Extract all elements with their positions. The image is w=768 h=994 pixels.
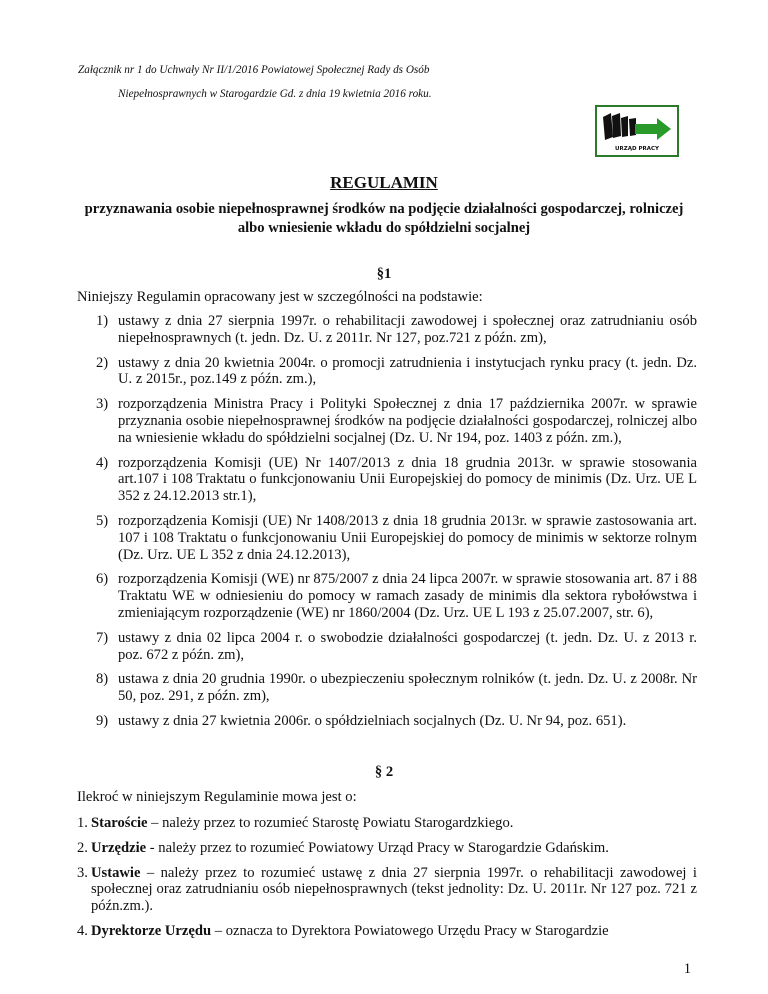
item-number: 3. <box>77 864 88 881</box>
item-number: 1) <box>96 313 109 329</box>
item-text: ustawa z dnia 20 grudnia 1990r. o ubezpieczeniu społecznym rolników (t. jedn. Dz. U. z 2008r. Nr 50, poz. 291, z późn. zm), <box>118 671 697 705</box>
item-number: 2) <box>96 354 109 371</box>
annex-note-line2: Niepełnosprawnych w Starogardzie Gd. z dnia 19 kwietnia 2016 roku. <box>118 88 432 100</box>
legal-basis-item <box>77 571 697 621</box>
definition-term: Staroście <box>91 815 148 831</box>
legal-basis-item <box>77 513 697 563</box>
item-number: 4) <box>96 454 109 471</box>
item-text: rozporządzenia Komisji (WE) nr 875/2007 z dnia 24 lipca 2007r. w sprawie stosowania art. 87 i 88 Traktatu WE w odniesieniu do pomocy w ramach zasady de minimis dla sektora rybołówstwa i zmieniającym rozporządzenie (WE) nr 1860/2004 (Dz. Urz. UE L 193 z 25.07.2007, str. 6), <box>118 571 697 621</box>
legal-basis-item <box>77 355 697 389</box>
definition-item <box>77 923 697 940</box>
definition-item <box>77 815 697 832</box>
section-2-intro: Ilekroć w niniejszym Regulaminie mowa jest o: <box>77 789 357 805</box>
item-number: 4. <box>77 922 88 939</box>
annex-note-line1: Załącznik nr 1 do Uchwały Nr II/1/2016 Powiatowej Społecznej Rady ds Osób <box>78 64 430 76</box>
definition-item <box>77 840 697 857</box>
item-text: rozporządzenia Komisji (UE) Nr 1407/2013 z dnia 18 grudnia 2013r. w sprawie stosowania art.107 i 108 Traktatu o funkcjonowaniu Unii Europejskiej do pomocy de minimis (Dz. Urz. UE L 352 z 24.12.2013 str.1), <box>118 454 697 505</box>
item-text: rozporządzenia Ministra Pracy i Polityki Społecznej z dnia 17 października 2007r. w sprawie przyznania osobie niepełnosprawnej środków na podjęcie działalności gospodarczej, rolniczej albo na wniesienie wkładu do spółdzielni socjalnej (Dz. U. Nr 194, poz. 1403 z późn. zm.), <box>118 396 697 446</box>
definition-text: – należy przez to rozumieć Starostę Powiatu Starogardzkiego. <box>147 815 514 831</box>
item-text: ustawy z dnia 27 sierpnia 1997r. o rehabilitacji zawodowej i społecznej oraz zatrudnianiu osób niepełnosprawnych (t. jedn. Dz. U. z 2011r. Nr 127, poz.721 z późn. zm), <box>118 313 697 346</box>
item-text: ustawy z dnia 27 kwietnia 2006r. o spółdzielniach socjalnych (Dz. U. Nr 94, poz. 651). <box>118 712 627 729</box>
item-number: 8) <box>96 671 109 688</box>
urzad-pracy-logo <box>595 105 679 157</box>
definition-item <box>77 865 697 915</box>
definitions-list <box>77 815 697 948</box>
page-number: 1 <box>683 961 691 977</box>
item-number: 2. <box>77 839 88 856</box>
document-subtitle: przyznawania osobie niepełnosprawnej środków na podjęcie działalności gospodarczej, rolniczej albo wniesienie wkładu do spółdzielni socjalnej <box>84 201 684 236</box>
item-text: ustawy z dnia 20 kwietnia 2004r. o promocji zatrudnienia i instytucjach rynku pracy (t. jedn. Dz. U. z 2015r., poz.149 z późn. zm.), <box>118 354 697 388</box>
legal-basis-item <box>77 396 697 446</box>
definition-text: – należy przez to rozumieć ustawę z dnia 27 sierpnia 1997r. o rehabilitacji zawodowej i społecznej oraz zatrudnianiu osób niepełnosprawnych (tekst jednolity: Dz. U. 2011r. Nr 127 poz. 721 z późn.zm.). <box>91 864 697 915</box>
item-number: 7) <box>96 629 109 646</box>
document-title: REGULAMIN <box>330 173 438 192</box>
section-1-heading: §1 <box>376 266 392 282</box>
item-number: 9) <box>96 712 109 729</box>
legal-basis-item <box>77 313 697 347</box>
logo-caption: URZĄD PRACY <box>615 146 659 152</box>
definition-term: Dyrektorze Urzędu <box>91 922 212 939</box>
definition-text: - należy przez to rozumieć Powiatowy Urząd Pracy w Starogardzie Gdańskim. <box>146 839 609 856</box>
definition-term: Ustawie <box>91 864 141 881</box>
legal-basis-list <box>77 313 697 738</box>
definition-term: Urzędzie <box>91 839 147 856</box>
definition-text: – oznacza to Dyrektora Powiatowego Urzędu Pracy w Starogardzie <box>211 922 609 939</box>
legal-basis-item <box>77 630 697 664</box>
logo-graphic-icon <box>597 107 677 155</box>
legal-basis-item <box>77 713 697 730</box>
item-text: ustawy z dnia 02 lipca 2004 r. o swobodzie działalności gospodarczej (t. jedn. Dz. U. z 2013 r. poz. 672 z późn. zm), <box>118 629 697 663</box>
item-number: 1. <box>77 815 88 831</box>
section-2-heading: § 2 <box>374 764 394 780</box>
legal-basis-item <box>77 671 697 705</box>
legal-basis-item <box>77 455 697 505</box>
item-number: 3) <box>96 396 109 413</box>
item-number: 5) <box>96 512 109 529</box>
section-1-intro: Niniejszy Regulamin opracowany jest w szczególności na podstawie: <box>77 289 483 305</box>
item-text: rozporządzenia Komisji (UE) Nr 1408/2013 z dnia 18 grudnia 2013r. w sprawie zastosowania art. 107 i 108 Traktatu o funkcjonowaniu Unii Europejskiej do pomocy de minimis w sektorze rolnym (Dz. Urz. UE L 352 z dnia 24.12.2013), <box>118 512 697 563</box>
item-number: 6) <box>96 571 109 588</box>
